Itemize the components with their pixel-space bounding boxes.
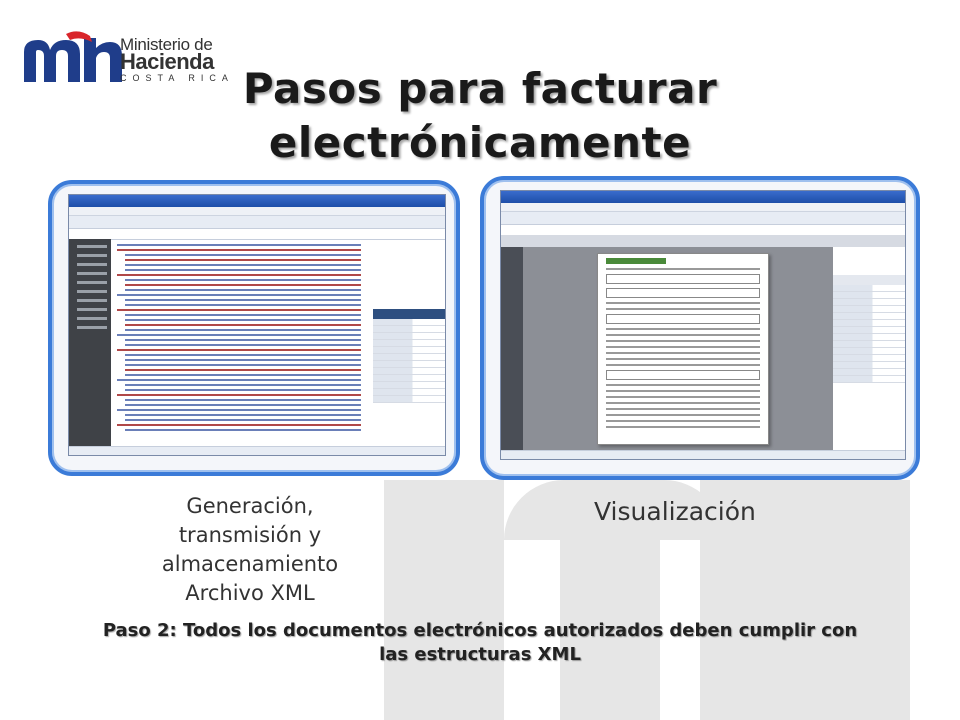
- browser-window: [68, 194, 446, 456]
- pdf-invoice-page: [597, 253, 769, 445]
- menu-bar: [501, 203, 905, 212]
- status-bar: [501, 450, 905, 459]
- logo-ministry: Ministerio de: [120, 35, 213, 54]
- caption-xml: Generación, transmisión y almacenamiento Archivo XML: [161, 494, 339, 605]
- pdf-sidebar: [501, 247, 523, 451]
- browser-window: [500, 190, 906, 460]
- footer-note: Paso 2: Todos los documentos electrónicos autorizados deben cumplir con las estructuras XML: [102, 620, 858, 665]
- window-titlebar: [501, 191, 905, 203]
- logo-hacienda: Hacienda: [120, 49, 214, 74]
- toolbar: [69, 216, 445, 229]
- menu-bar: [69, 207, 445, 216]
- invoice-list-table: [833, 275, 905, 451]
- slide-title: Pasos para facturar electrónicamente: [242, 64, 718, 167]
- window-content: [69, 239, 445, 447]
- side-menu: [69, 239, 111, 447]
- status-table: [373, 309, 445, 447]
- toolbar: [501, 212, 905, 225]
- xml-generation-screenshot: [48, 180, 460, 476]
- pdf-toolbar: [501, 235, 905, 247]
- xml-document: [113, 241, 363, 445]
- status-bar: [69, 446, 445, 455]
- window-content: [501, 235, 905, 451]
- mh-logo-icon: [18, 30, 128, 90]
- pdf-visualization-screenshot: [480, 176, 920, 480]
- logo-country: COSTA RICA: [120, 73, 234, 83]
- caption-visualization: Visualización: [594, 497, 756, 526]
- window-titlebar: [69, 195, 445, 207]
